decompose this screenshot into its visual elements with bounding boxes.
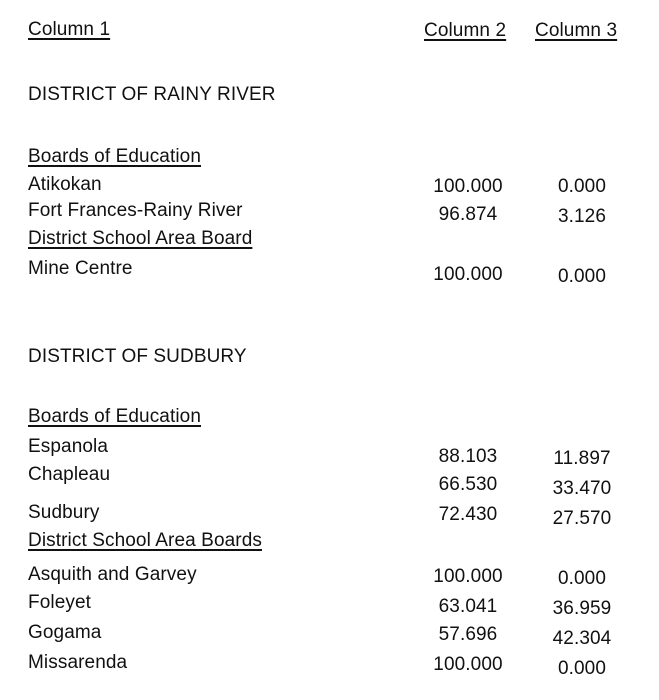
group-heading: Boards of Education [28, 146, 202, 167]
row-col3: 0.000 [557, 568, 607, 589]
group-heading: Boards of Education [28, 406, 202, 427]
row-col2: 63.041 [438, 596, 498, 617]
row-col2: 66.530 [438, 474, 498, 495]
group-heading: District School Area Boards [28, 530, 262, 551]
row-col2: 100.000 [433, 566, 503, 587]
district-heading: DISTRICT OF SUDBURY [28, 346, 247, 367]
row-name: Chapleau [28, 464, 111, 485]
row-name: Foleyet [28, 592, 92, 613]
row-col2: 88.103 [438, 446, 498, 467]
group-heading: District School Area Board [28, 228, 253, 249]
row-col2: 100.000 [433, 654, 503, 675]
row-col2: 72.430 [438, 504, 498, 525]
row-name: Mine Centre [28, 258, 133, 279]
row-col2: 96.874 [438, 204, 498, 225]
row-name: Sudbury [28, 502, 100, 523]
column-3-header: Column 3 [535, 20, 618, 41]
row-col3: 42.304 [552, 628, 612, 649]
row-col3: 36.959 [552, 598, 612, 619]
row-col3: 33.470 [552, 478, 612, 499]
row-name: Asquith and Garvey [28, 564, 197, 585]
row-name: Missarenda [28, 652, 128, 673]
row-col2: 57.696 [438, 624, 498, 645]
row-col3: 11.897 [553, 448, 611, 469]
row-col3: 0.000 [557, 658, 607, 679]
row-name: Espanola [28, 436, 109, 457]
row-col3: 27.570 [552, 508, 612, 529]
row-col3: 3.126 [557, 206, 607, 227]
row-col2: 100.000 [433, 176, 503, 197]
row-name: Fort Frances-Rainy River [28, 200, 243, 221]
column-2-header: Column 2 [424, 20, 507, 41]
row-col3: 0.000 [557, 266, 607, 287]
row-col3: 0.000 [557, 176, 607, 197]
row-col2: 100.000 [433, 264, 503, 285]
row-name: Atikokan [28, 174, 102, 195]
district-heading: DISTRICT OF RAINY RIVER [28, 84, 276, 105]
row-name: Gogama [28, 622, 102, 643]
column-1-header: Column 1 [28, 19, 111, 40]
